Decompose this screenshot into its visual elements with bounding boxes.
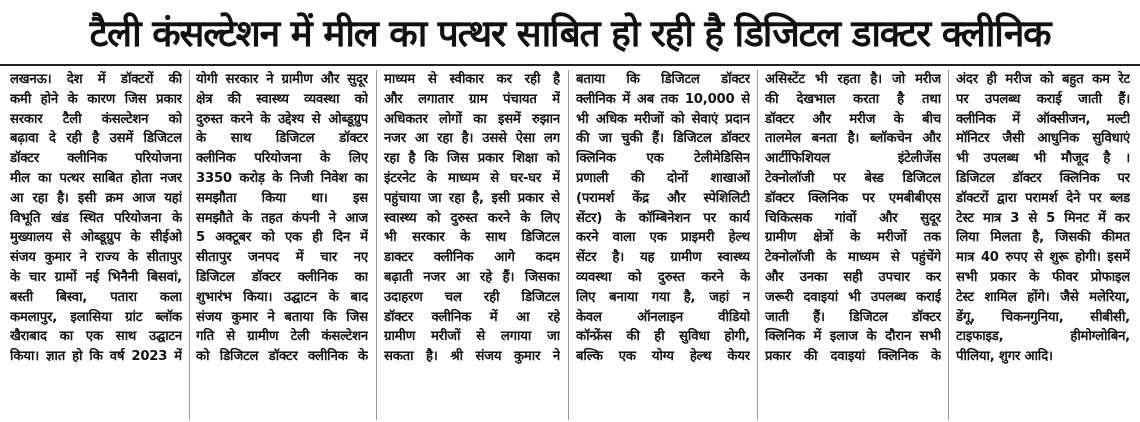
article-text-line: आ रहा है। इसी क्रम आज यहां <box>10 190 182 206</box>
article-text-line: 5 अक्टूबर को एक ही दिन में <box>196 230 368 246</box>
article-text-line: डिजिटल डॉक्टर क्लिनिक पर <box>956 170 1130 186</box>
article-column-5 <box>765 70 941 420</box>
article-text-line: ग्रामीण क्षेत्रों के मरीजों तक <box>765 230 941 246</box>
article-text-line: दुरुस्त करने के उद्देश्य से ओब्डूग्रुप <box>196 111 368 127</box>
article-text-line: शुभारंभ किया। उद्घाटन के बाद <box>196 289 368 305</box>
column-divider <box>189 70 190 420</box>
article-text-line: बस्ती बिस्वा, पतारा कला <box>10 289 182 305</box>
article-text-line: कमी होने के कारण जिस प्रकार <box>10 91 182 107</box>
article-text-line: माध्यम से स्वीकार कर रही है <box>384 72 560 87</box>
article-text-line: क्लीनिक में ऑक्सीजन, मल्टी <box>956 111 1130 127</box>
column-divider <box>757 70 758 420</box>
article-text-line: जाती हैं। डिजिटल डॉक्टर <box>765 309 941 325</box>
article-text-line: (परामर्श केंद्र और स्पेशिलिटी <box>576 190 750 206</box>
article-text-line: ग्रामीण मरीजों से लगाया जा <box>384 329 560 345</box>
article-text-line: पहुंचाया जा रहा है, इसी प्रकार से <box>384 190 560 206</box>
article-text-line: पर उपलब्ध कराई जाती हैं। <box>956 91 1130 107</box>
article-text-line: संजय कुमार ने बताया कि जिस <box>196 309 368 325</box>
article-text-line: के साथ डिजिटल डॉक्टर <box>196 131 368 147</box>
article-text-line: मुख्यालय से ओब्डूग्रुप के सीईओ <box>10 230 182 246</box>
article-text-line: लखनऊ। देश में डॉक्टरों की <box>10 72 182 87</box>
article-text-line: क्लिनिक में इलाज के दौरान सभी <box>765 329 941 345</box>
article-text-line: की देखभाल करता है तथा <box>765 91 941 107</box>
article-text-line: खैराबाद का एक साथ उद्घाटन <box>10 329 182 345</box>
article-text-line: तालमेल बनता है। ब्लॉकचेन और <box>765 131 941 147</box>
article-text-line: और लगातार ग्राम पंचायत में <box>384 91 560 107</box>
article-text-line: बढ़ाती नजर आ रहे हैं। जिसका <box>384 269 560 285</box>
article-text-line: टाइफाइड, हीमोग्लोबिन, <box>956 329 1130 345</box>
article-text-line: को डिजिटल डॉक्टर क्लीनिक के <box>196 349 368 365</box>
article-text-line: मील का पत्थर साबित होता नजर <box>10 170 182 186</box>
article-column-6 <box>956 70 1130 420</box>
article-text-line: संजय कुमार ने राज्य के सीतापुर <box>10 250 182 266</box>
article-text-line: नजर आ रहा है। उससे ऐसा लग <box>384 131 560 147</box>
article-text-line: क्लिनिक एक टेलीमेडिसिन <box>576 151 750 167</box>
article-text-line: सेंटर है। यह ग्रामीण स्वास्थ्य <box>576 250 750 266</box>
article-text-line: मात्र 40 रुपए से शुरू होगी। इसमें <box>956 250 1130 266</box>
article-text-line: कॉन्फ्रेंस की ही सुविधा होगी, <box>576 329 750 345</box>
article-text-line: अंदर ही मरीज को बहुत कम रेट <box>956 72 1130 87</box>
article-text-line: सभी प्रकार के फीवर प्रोफाइल <box>956 269 1130 285</box>
article-text-line: सेंटर) के कॉम्बिनेशन पर कार्य <box>576 210 750 226</box>
article-text-line: लिया मिलता है, जिसकी कीमत <box>956 230 1130 246</box>
article-body <box>0 70 1140 422</box>
article-text-line: जरूरी दवाइयां भी उपलब्ध कराई <box>765 289 941 305</box>
article-column-3 <box>384 70 560 420</box>
article-text-line: लिए बनाया गया है, जहां न <box>576 289 750 305</box>
article-text-line: डॉक्टर क्लिनिक पर एमबीबीएस <box>765 190 941 206</box>
article-text-line: सरकार टैली कंसल्टेशन को <box>10 111 182 127</box>
article-text-line: समझौता किया था। इस <box>196 190 368 206</box>
article-text-line: 3350 करोड़ के निजी निवेश का <box>196 170 368 186</box>
article-text-line: करने वाला एक प्राइमरी हेल्थ <box>576 230 750 246</box>
article-text-line: टेस्ट शामिल होंगे। जैसे मलेरिया, <box>956 289 1130 305</box>
article-text-line: टेक्नोलॉजी के माध्यम से पहुंचेंगे <box>765 250 941 266</box>
article-text-line: भी अधिक मरीजों को सेवाएं प्रदान <box>576 111 750 127</box>
article-text-line: डाक्टर क्लीनिक आगे कदम <box>384 250 560 266</box>
article-text-line: इंटरनेट के माध्यम से घर-घर में <box>384 170 560 186</box>
article-column-1 <box>10 70 182 420</box>
article-text-line: डॉक्टर क्लीनिक परियोजना <box>10 151 182 167</box>
article-text-line: बढ़ावा दे रही है उसमें डिजिटल <box>10 131 182 147</box>
article-text-line: सीतापुर जनपद में चार नए <box>196 250 368 266</box>
article-column-4 <box>576 70 750 420</box>
article-text-line: पीलिया, शुगर आदि। <box>956 349 1053 365</box>
article-text-line: टेस्ट मात्र 3 से 5 मिनट में कर <box>956 210 1130 226</box>
article-text-line: क्लीनिक में अब तक 10,000 से <box>576 91 750 107</box>
article-text-line: किया। ज्ञात हो कि वर्ष 2023 में <box>10 349 182 365</box>
article-text-line: कमलापुर, इलासिया ग्रांट ब्लॉक <box>10 309 182 325</box>
article-text-line: सकता है। श्री संजय कुमार ने <box>384 349 560 365</box>
column-divider <box>568 70 569 420</box>
article-text-line: व्यवस्था को दुरुस्त करने के <box>576 269 750 285</box>
article-text-line: डेंगू, चिकनगुनिया, सीबीसी, <box>956 309 1130 325</box>
column-divider <box>376 70 377 420</box>
article-text-line: रहा है कि जिस प्रकार शिक्षा को <box>384 151 560 167</box>
article-text-line: मॉनिटर जैसी आधुनिक सुविधाएं <box>956 131 1130 147</box>
article-text-line: भी सरकार के साथ डिजिटल <box>384 230 560 246</box>
article-headline: टैली कंसल्टेशन में मील का पत्थर साबित हो रही है डिजिटल डाक्टर क्लीनिक <box>89 11 1051 55</box>
article-text-line: डॉक्टरों द्वारा परामर्श देने पर ब्लड <box>956 190 1130 206</box>
article-text-line: और उनका सही उपचार कर <box>765 269 941 285</box>
article-text-line: स्वास्थ्य को दुरुस्त करने के लिए <box>384 210 560 226</box>
article-text-line: डॉक्टर क्लीनिक में आ रहे <box>384 309 560 325</box>
article-text-line: योगी सरकार ने ग्रामीण और सुदूर <box>196 72 368 87</box>
article-text-line: डॉक्टर और मरीज के बीच <box>765 111 941 127</box>
article-text-line: क्लीनिक परियोजना के लिए <box>196 151 368 167</box>
article-column-2 <box>196 70 368 420</box>
article-text-line: के चार ग्रामों नई भिनैनी बिसवां, <box>10 269 182 285</box>
article-text-line: बल्कि एक योग्य हेल्थ केयर <box>576 349 750 365</box>
column-divider <box>948 70 949 420</box>
article-text-line: टेक्नोलॉजी पर बेस्ड डिजिटल <box>765 170 941 186</box>
article-text-line: प्रकार की दवाइयां क्लिनिक के <box>765 349 941 365</box>
article-text-line: अधिकतर लोगों का इसमें रुझान <box>384 111 560 127</box>
article-text-line: भी उपलब्ध भी मौजूद है । <box>956 151 1130 167</box>
article-text-line: की जा चुकी हैं। डिजिटल डॉक्टर <box>576 131 750 147</box>
article-text-line: केवल ऑनलाइन वीडियो <box>576 309 750 325</box>
article-text-line: विभूति खंड स्थित परियोजना के <box>10 210 182 226</box>
article-text-line: चिकित्सक गांवों और सुदूर <box>765 210 941 226</box>
article-text-line: आर्टीफिशियल इंटेलीजेंस <box>765 151 941 167</box>
article-text-line: समझौते के तहत कंपनी ने आज <box>196 210 368 226</box>
headline-rule <box>0 64 1140 66</box>
article-text-line: बताया कि डिजिटल डॉक्टर <box>576 72 750 87</box>
article-text-line: क्षेत्र की स्वास्थ्य व्यवस्था को <box>196 91 368 107</box>
article-text-line: गति से ग्रामीण टेली कंसल्टेशन <box>196 329 368 345</box>
article-text-line: प्रणाली की दोनों शाखाओं <box>576 170 750 186</box>
article-text-line: उदाहरण चल रही डिजिटल <box>384 289 560 305</box>
article-text-line: डिजिटल डॉक्टर क्लीनिक का <box>196 269 368 285</box>
article-text-line: असिस्टेंट भी रहता है। जो मरीज <box>765 72 941 87</box>
